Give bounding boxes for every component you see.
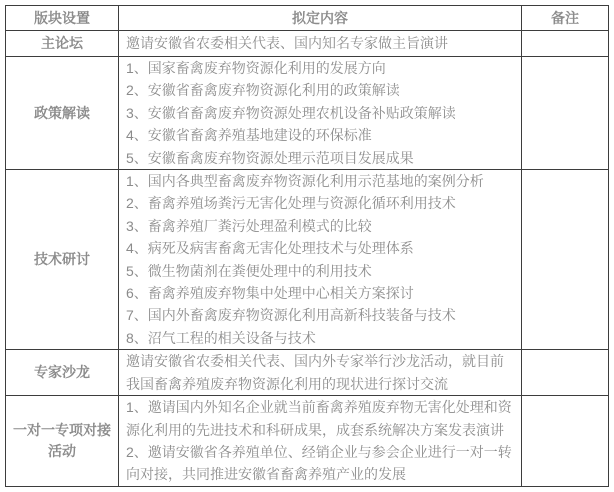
section-cell: 政策解读 [6, 57, 119, 170]
content-item: 8、沼气工程的相关设备与技术 [126, 329, 316, 346]
table-row [6, 396, 609, 487]
content-item: 1、国内各典型畜禽废弃物资源化利用示范基地的案例分析 [126, 173, 484, 190]
content-item: 2、畜禽养殖场粪污无害化处理与资源化循环利用技术 [126, 195, 456, 212]
content-item: 4、安徽省畜禽养殖基地建设的环保标准 [126, 127, 372, 144]
content-cell [119, 396, 522, 487]
section-cell: 一对一专项对接活动 [6, 396, 119, 487]
table-row [6, 350, 609, 396]
table-row [6, 170, 609, 350]
content-item: 6、畜禽养殖废弃物集中处理中心相关方案探讨 [126, 285, 414, 302]
content-cell [119, 57, 522, 170]
section-cell: 主论坛 [6, 31, 119, 57]
content-item: 3、畜禽养殖厂粪污处理盈利模式的比较 [126, 217, 372, 234]
table-row [6, 31, 609, 57]
content-item: 7、国内外畜禽废弃物资源化利用高新科技装备与技术 [126, 307, 456, 324]
content-item: 3、安徽省畜禽废弃物资源处理农机设备补贴政策解读 [126, 104, 456, 121]
remark-cell [522, 170, 609, 350]
remark-cell [522, 396, 609, 487]
content-item: 1、国家畜禽废弃物资源化利用的发展方向 [126, 60, 386, 76]
table-row [6, 57, 609, 170]
content-cell [119, 350, 522, 396]
event-schedule-table [5, 5, 609, 487]
content-item: 1、邀请国内外知名企业就当前畜禽养殖废弃物无害化处理和资源化利用的先进技术和科研成果，成套系统解决方案发表演讲 [126, 399, 512, 438]
remark-cell [522, 57, 609, 170]
event-schedule-table-body [6, 6, 609, 487]
content-cell [119, 31, 522, 57]
remark-cell [522, 31, 609, 57]
section-cell: 技术研讨 [6, 170, 119, 350]
section-cell: 专家沙龙 [6, 350, 119, 396]
content-item: 5、微生物菌剂在粪便处理中的利用技术 [126, 262, 372, 279]
content-item: 4、病死及病害畜禽无害化处理技术与处理体系 [126, 240, 414, 257]
content-cell [119, 170, 522, 350]
table-header-row [6, 6, 609, 31]
content-item: 2、邀请安徽省各养殖单位、经销企业与参会企业进行一对一转向对接，共同推进安徽省畜禽养殖产业的发展 [126, 443, 512, 483]
column-header: 版块设置 [6, 6, 119, 31]
content-item: 邀请安徽省农委相关代表、国内知名专家做主旨演讲 [126, 35, 448, 52]
column-header: 拟定内容 [119, 6, 522, 31]
content-item: 5、安徽畜禽废弃物资源处理示范项目发展成果 [126, 149, 414, 166]
content-item: 邀请安徽省农委相关代表、国内外专家举行沙龙活动，就目前我国畜禽养殖废弃物资源化利用的现状进行探讨交流 [126, 353, 504, 392]
remark-cell [522, 350, 609, 396]
content-item: 2、安徽省畜禽废弃物资源化利用的政策解读 [126, 82, 400, 99]
column-header: 备注 [522, 6, 609, 31]
